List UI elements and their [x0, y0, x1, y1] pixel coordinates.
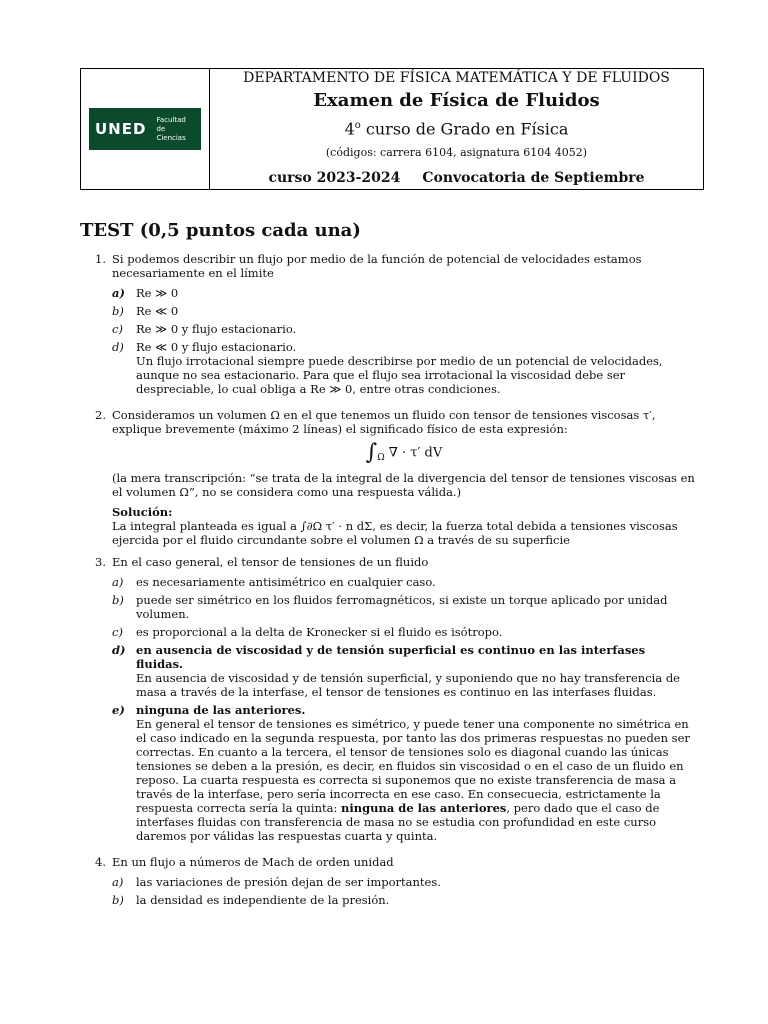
- option-body: [136, 643, 696, 699]
- explanation-text: Un flujo irrotacional siempre puede describirse por medio de un potencial de velocidades, aunque no sea estacionario. Para que el flujo sea irrotacional la viscosidad debe ser despreciable, lo cual obliga a Re ≫ 0, entre otras condiciones.: [136, 354, 663, 396]
- course-ordinal: o: [354, 120, 361, 132]
- course-number: 4: [344, 119, 355, 139]
- integral-sign: ∫: [365, 440, 378, 465]
- option-letter: e): [112, 703, 125, 718]
- explanation-text: En ausencia de viscosidad y de tensión superficial, y suponiendo que no hay transferencia de masa a través de la interfase, el tensor de tensiones es continuo en las interfases fluidas.: [136, 671, 680, 700]
- logo-mark: UNED: [95, 120, 147, 138]
- exam-header: [80, 68, 704, 190]
- option-d: [112, 340, 696, 396]
- options-list: [112, 286, 696, 396]
- option-body: [136, 703, 696, 843]
- logo-cell: [81, 69, 210, 189]
- question-1: [80, 252, 696, 400]
- question-2: [80, 408, 696, 547]
- option-a: [112, 286, 696, 300]
- integral-domain: Ω: [377, 453, 385, 464]
- option-c: [112, 322, 696, 336]
- question-text: Si podemos describir un flujo por medio de la función de potencial de velocidades estamos necesariamente en el límite: [112, 252, 642, 280]
- options-list: [112, 875, 696, 907]
- option-text: las variaciones de presión dejan de ser importantes.: [136, 875, 441, 890]
- option-a: [112, 875, 696, 889]
- explanation-emphasis: ninguna de las anteriores: [341, 801, 507, 816]
- option-letter: a): [112, 286, 125, 300]
- academic-year: curso 2023-2024: [268, 169, 401, 186]
- header-bottom-row: [268, 166, 644, 190]
- option-b: [112, 893, 696, 907]
- logo-text: [156, 116, 195, 143]
- question-body: [112, 408, 696, 547]
- option-a: [112, 575, 696, 589]
- question-number: 4.: [95, 855, 106, 870]
- question-3: [80, 555, 696, 847]
- course-text: curso de Grado en Física: [360, 119, 569, 139]
- logo-text-line-1: Facultad: [156, 115, 186, 124]
- course-line: [345, 114, 569, 141]
- option-text: la densidad es independiente de la presión.: [136, 893, 390, 908]
- option-text: en ausencia de viscosidad y de tensión superficial es continuo en las interfases fluidas.: [136, 643, 646, 672]
- section-title: TEST (0,5 puntos cada una): [80, 220, 361, 241]
- solution-text: La integral planteada es igual a ∫∂Ω τ′ · n dΣ, es decir, la fuerza total debida a tensiones viscosas ejercida por el fluido circundante sobre el volumen Ω a través de su superficie: [112, 519, 678, 548]
- option-text: Re ≪ 0 y flujo estacionario.: [136, 340, 297, 354]
- question-number: 3.: [95, 555, 106, 570]
- explanation-text: [136, 717, 690, 843]
- questions: [80, 252, 696, 919]
- question-text: Consideramos un volumen Ω en el que tenemos un fluido con tensor de tensiones viscosas τ′, explique brevemente (máximo 2 líneas) el significado físico de esta expresión:: [112, 408, 656, 436]
- integral-formula: [112, 440, 696, 465]
- question-body: [112, 252, 696, 400]
- option-text: Re ≫ 0: [136, 286, 179, 300]
- option-letter: c): [112, 322, 123, 336]
- question-4: [80, 855, 696, 911]
- option-text: es necesariamente antisimétrico en cualquier caso.: [136, 575, 436, 590]
- option-letter: c): [112, 625, 123, 640]
- option-text: Re ≫ 0 y flujo estacionario.: [136, 322, 297, 336]
- option-body: [136, 340, 696, 396]
- option-letter: d): [112, 340, 124, 354]
- option-text: es proporcional a la delta de Kronecker si el fluido es isótropo.: [136, 625, 503, 640]
- uned-logo: [89, 108, 201, 150]
- question-text: En el caso general, el tensor de tensiones de un fluido: [112, 555, 429, 570]
- explanation-part-1: En general el tensor de tensiones es simétrico, y puede tener una componente no simétrica en el caso indicado en la segunda respuesta, por tanto las dos primeras respuestas no pueden ser correctas. En cuanto a la tercera, el tensor de tensiones solo es diagonal cuando las únicas tensiones se deben a la presión, es decir, en fluidos sin viscosidad o en el caso de un fluido en reposo. La cuarta respuesta es correcta si suponemos que no existe transferencia de masa a través de la interfase, pero sería incorrecta en ese caso. En consecuecia, estrictamente la respuesta correcta sería la quinta:: [136, 717, 690, 816]
- option-letter: b): [112, 593, 124, 608]
- option-b: [112, 593, 696, 621]
- option-text: Re ≪ 0: [136, 304, 179, 318]
- explanation-part-2: , pero dado que el caso de interfases fluidas con transferencia de masa no se estudia con profundidad en este curso daremos por válidas las respuestas cuarta y quinta.: [136, 801, 660, 844]
- exam-call: Convocatoria de Septiembre: [422, 169, 645, 186]
- header-text: [210, 69, 703, 189]
- question-text: En un flujo a números de Mach de orden unidad: [112, 855, 394, 870]
- option-b: [112, 304, 696, 318]
- option-letter: b): [112, 304, 124, 318]
- answer-note: (la mera transcripción: “se trata de la integral de la divergencia del tensor de tensiones viscosas en el volumen Ω”, no se considera como una respuesta válida.): [112, 471, 695, 500]
- option-text: ninguna de las anteriores.: [136, 703, 306, 718]
- option-d: [112, 643, 696, 699]
- option-c: [112, 625, 696, 639]
- question-body: [112, 855, 696, 911]
- question-number: 2.: [95, 408, 106, 422]
- option-letter: d): [112, 643, 126, 658]
- option-letter: a): [112, 875, 124, 890]
- course-codes: (códigos: carrera 6104, asignatura 6104 4052): [325, 145, 588, 159]
- option-letter: a): [112, 575, 124, 590]
- solution-label: Solución:: [112, 505, 173, 520]
- question-number: 1.: [95, 252, 106, 266]
- logo-text-line-2: de Ciencias: [156, 124, 186, 142]
- option-e: [112, 703, 696, 843]
- question-body: [112, 555, 696, 847]
- department-name: DEPARTAMENTO DE FÍSICA MATEMÁTICA Y DE FLUIDOS: [243, 70, 670, 87]
- integrand: ∇ · τ′ dV: [384, 445, 443, 461]
- exam-title: Examen de Física de Fluidos: [313, 90, 600, 112]
- option-letter: b): [112, 893, 124, 908]
- option-text: puede ser simétrico en los fluidos ferromagnéticos, si existe un torque aplicado por unidad volumen.: [136, 593, 668, 622]
- options-list: [112, 575, 696, 843]
